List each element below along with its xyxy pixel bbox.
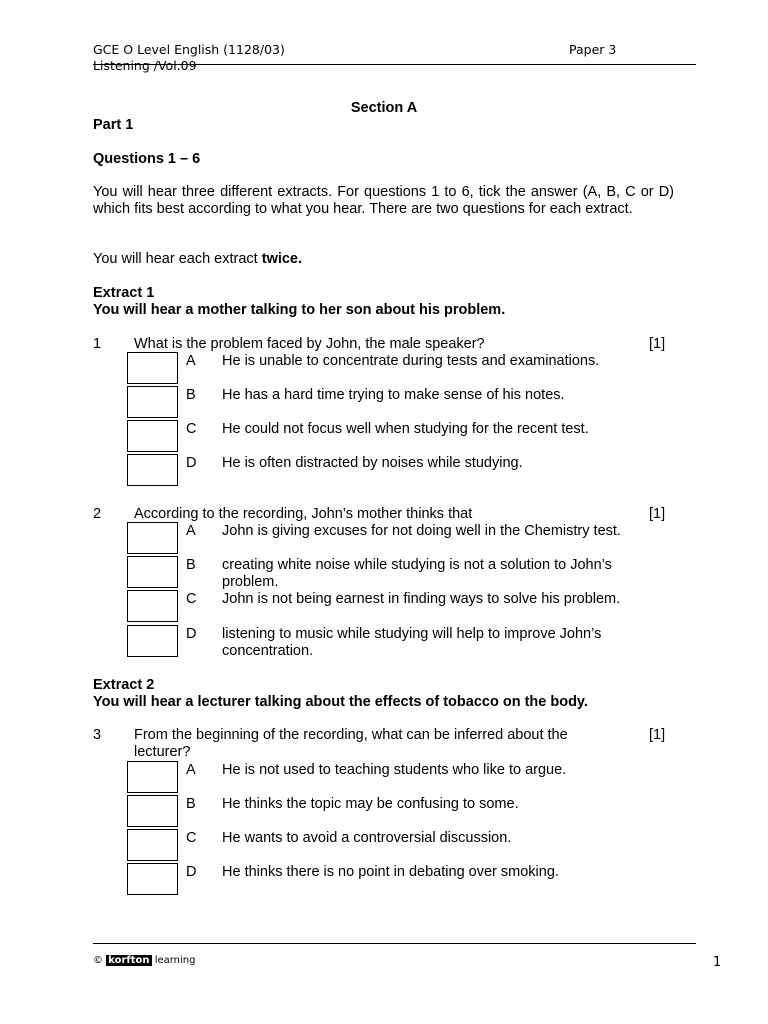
q2-checkbox-c[interactable] [127, 590, 178, 622]
instructions: You will hear three different extracts. For questions 1 to 6, tick the answer (A, B, C or D) which fits best according to what you hear. There are two questions for each extract. [93, 184, 674, 217]
section-title: Section A [350, 100, 418, 116]
q1-checkbox-b[interactable] [127, 386, 178, 418]
q1-text: What is the problem faced by John, the male speaker? [134, 336, 485, 352]
q3-option-d-text: He thinks there is no point in debating over smoking. [222, 864, 559, 880]
q1-checkbox-d[interactable] [127, 454, 178, 486]
q3-checkbox-a[interactable] [127, 761, 178, 793]
q1-option-c-text: He could not focus well when studying for the recent test. [222, 421, 589, 437]
q1-option-c-letter: C [186, 421, 197, 437]
q3-option-a-text: He is not used to teaching students who like to argue. [222, 762, 567, 778]
brand-logo: korfton [108, 955, 150, 966]
q2-option-d-letter: D [186, 626, 197, 642]
twice-note [93, 251, 674, 268]
q2-option-d-text: listening to music while studying will help to improve John’s concentration. [222, 626, 602, 659]
part-title: Part 1 [93, 117, 134, 133]
twice-prefix: You will hear each extract [93, 251, 262, 267]
q3-checkbox-d[interactable] [127, 863, 178, 895]
q3-checkbox-c[interactable] [127, 829, 178, 861]
q2-checkbox-b[interactable] [127, 556, 178, 588]
q2-option-c-letter: C [186, 591, 197, 607]
header-volume: Listening /Vol.09 [93, 58, 197, 73]
q1-option-b-text: He has a hard time trying to make sense of his notes. [222, 387, 565, 403]
q2-checkbox-d[interactable] [127, 625, 178, 657]
q1-option-d-letter: D [186, 455, 197, 471]
extract1-title: Extract 1 [93, 285, 155, 301]
q3-option-b-letter: B [186, 796, 196, 812]
q3-mark: [1] [649, 727, 666, 743]
twice-bold: twice. [261, 251, 303, 267]
q3-option-c-text: He wants to avoid a controversial discussion. [222, 830, 512, 846]
q1-checkbox-c[interactable] [127, 420, 178, 452]
q3-option-a-letter: A [186, 762, 196, 778]
q1-mark: [1] [649, 336, 666, 352]
q2-option-a-letter: A [186, 523, 196, 539]
footer-copyright [93, 955, 195, 967]
q1-option-d-text: He is often distracted by noises while studying. [222, 455, 523, 471]
extract1-subtitle: You will hear a mother talking to her son about his problem. [93, 302, 506, 318]
header-course: GCE O Level English (1128/03) [93, 42, 285, 57]
q1-option-a-text: He is unable to concentrate during tests and examinations. [222, 353, 600, 369]
page-number: 1 [713, 955, 722, 970]
q3-text: From the beginning of the recording, what can be inferred about the lecturer? [134, 727, 568, 760]
q2-option-a-text: John is giving excuses for not doing well in the Chemistry test. [222, 523, 621, 539]
footer-rule [93, 943, 696, 944]
q2-mark: [1] [649, 506, 666, 522]
q2-option-b-text: creating white noise while studying is not a solution to John’s problem. [222, 557, 612, 590]
q2-option-c-text: John is not being earnest in finding ways to solve his problem. [222, 591, 621, 607]
extract2-subtitle: You will hear a lecturer talking about the effects of tobacco on the body. [93, 694, 588, 710]
q1-number: 1 [93, 336, 102, 352]
q2-option-b-letter: B [186, 557, 196, 573]
brand-suffix: learning [154, 955, 196, 966]
header-rule [93, 64, 696, 65]
q3-option-b-text: He thinks the topic may be confusing to some. [222, 796, 519, 812]
q3-option-d-letter: D [186, 864, 197, 880]
extract2-title: Extract 2 [93, 677, 155, 693]
header-paper: Paper 3 [569, 42, 617, 57]
copyright-symbol: © [93, 955, 103, 966]
q3-option-c-letter: C [186, 830, 197, 846]
q2-checkbox-a[interactable] [127, 522, 178, 554]
header-left [93, 42, 285, 74]
q1-option-a-letter: A [186, 353, 196, 369]
q1-option-b-letter: B [186, 387, 196, 403]
q1-checkbox-a[interactable] [127, 352, 178, 384]
q3-checkbox-b[interactable] [127, 795, 178, 827]
q2-text: According to the recording, John’s mother thinks that [134, 506, 473, 522]
q3-number: 3 [93, 727, 102, 743]
questions-range: Questions 1 – 6 [93, 151, 201, 167]
q2-number: 2 [93, 506, 102, 522]
